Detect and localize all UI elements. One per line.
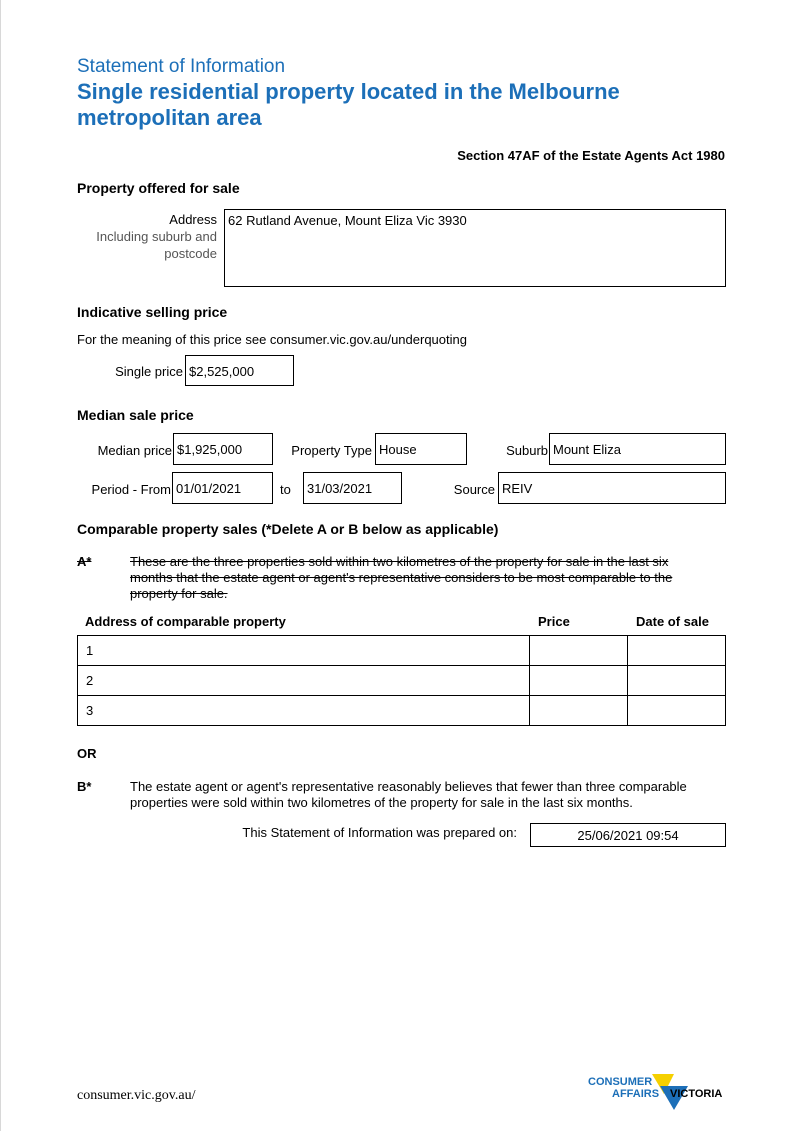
property-type-label: Property Type: [291, 443, 372, 458]
suburb-label: Suburb: [506, 443, 548, 458]
property-heading: Property offered for sale: [77, 180, 240, 196]
single-price-label: Single price: [115, 364, 183, 379]
or-label: OR: [77, 746, 97, 761]
row-date-cell[interactable]: [628, 666, 726, 696]
row-price-cell[interactable]: [530, 636, 628, 666]
col-date-header: Date of sale: [636, 614, 709, 629]
table-row: [78, 636, 726, 666]
row-number: 2: [86, 673, 94, 688]
section-reference: Section 47AF of the Estate Agents Act 1980: [457, 148, 725, 163]
document-title: Single residential property located in the Melbourne metropolitan area: [77, 79, 620, 130]
option-a-line-1: These are the three properties sold within two kilometres of the property for sale in the last six: [130, 554, 669, 569]
comparable-heading: Comparable property sales (*Delete A or B below as applicable): [77, 521, 499, 537]
page-edge: [0, 0, 1, 1131]
source-field[interactable]: REIV: [498, 472, 726, 504]
col-price-header: Price: [538, 614, 570, 629]
single-price-field[interactable]: $2,525,000: [185, 355, 294, 386]
suburb-field[interactable]: Mount Eliza: [549, 433, 726, 465]
footer-url[interactable]: consumer.vic.gov.au/: [77, 1088, 196, 1103]
logo-text-affairs: AFFAIRS: [612, 1088, 660, 1100]
median-heading: Median sale price: [77, 407, 194, 423]
option-a-line-2: months that the estate agent or agent's representative considers to be most comparable to the: [130, 570, 673, 585]
row-address-cell[interactable]: [78, 636, 530, 666]
option-b-text: [130, 779, 687, 811]
logo-text-victoria: VICTORIA: [670, 1088, 723, 1100]
row-date-cell[interactable]: [628, 636, 726, 666]
table-row: [78, 666, 726, 696]
period-from-field[interactable]: 01/01/2021: [172, 472, 273, 504]
period-from-label: Period - From: [91, 482, 171, 497]
address-field[interactable]: 62 Rutland Avenue, Mount Eliza Vic 3930: [224, 209, 726, 287]
option-a-text: [130, 554, 672, 602]
address-label: Address: [169, 212, 217, 227]
consumer-affairs-victoria-logo: [588, 1068, 728, 1112]
option-b-marker: B*: [77, 779, 92, 794]
row-number: 3: [86, 703, 94, 718]
document-subtitle: Statement of Information: [77, 56, 286, 77]
period-to-field[interactable]: 31/03/2021: [303, 472, 402, 504]
to-label: to: [280, 482, 291, 497]
logo-text-consumer: CONSUMER: [588, 1076, 653, 1088]
option-b-line-1: The estate agent or agent's representative reasonably believes that fewer than three comparable: [130, 779, 687, 794]
row-number: 1: [86, 643, 94, 658]
prepared-date-field[interactable]: 25/06/2021 09:54: [530, 823, 726, 847]
indicative-heading: Indicative selling price: [77, 304, 228, 320]
address-note-line-1: Including suburb and: [96, 229, 217, 244]
row-address-cell[interactable]: [78, 666, 530, 696]
table-row: [78, 696, 726, 726]
logo-graphic: [588, 1068, 728, 1112]
row-date-cell[interactable]: [628, 696, 726, 726]
row-price-cell[interactable]: [530, 666, 628, 696]
median-price-field[interactable]: $1,925,000: [173, 433, 273, 465]
address-note: [77, 228, 217, 262]
median-price-label: Median price: [97, 443, 172, 458]
comparable-table: [77, 635, 726, 726]
indicative-note: For the meaning of this price see consumer.vic.gov.au/underquoting: [77, 332, 467, 347]
row-price-cell[interactable]: [530, 696, 628, 726]
address-note-line-2: postcode: [164, 246, 217, 261]
row-address-cell[interactable]: [78, 696, 530, 726]
option-b-line-2: properties were sold within two kilometres of the property for sale in the last six months.: [130, 795, 633, 810]
col-address-header: Address of comparable property: [85, 614, 286, 629]
option-a-marker: A*: [77, 554, 92, 569]
source-label: Source: [453, 482, 495, 497]
prepared-label: This Statement of Information was prepared on:: [242, 825, 517, 840]
property-type-field[interactable]: House: [375, 433, 467, 465]
option-a-line-3: property for sale.: [130, 586, 228, 601]
